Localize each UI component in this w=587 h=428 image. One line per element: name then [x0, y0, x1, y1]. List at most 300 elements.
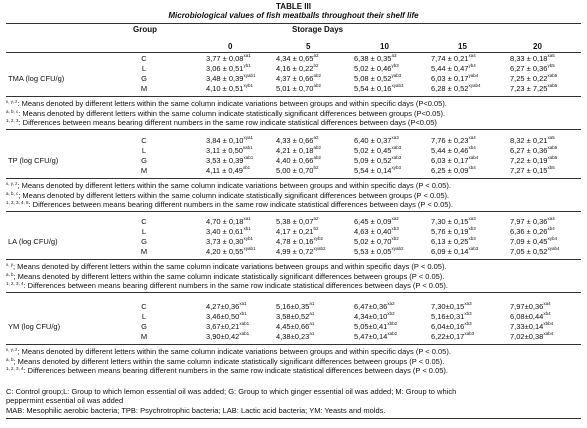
table-number: TABLE III: [276, 2, 311, 11]
mean-value: 5,16±0,31: [431, 312, 465, 321]
mean-value: 7,97 ± 0,36: [510, 217, 548, 226]
mean-value: 6,28 ± 0,52: [431, 84, 469, 93]
value-cell: [276, 74, 321, 83]
significance-superscript: xab5: [547, 145, 558, 150]
value-cell: [276, 237, 323, 246]
mean-value: 6,27 ± 0,36: [510, 146, 548, 155]
mean-value: 7,09 ± 0,45: [510, 237, 548, 246]
footnote: [6, 181, 451, 190]
significance-superscript: yb4: [468, 63, 476, 68]
value-cell: [510, 332, 553, 341]
significance-superscript: xb3: [464, 321, 472, 326]
significance-superscript: xb3: [468, 226, 476, 231]
mean-value: 6,03 ± 0,17: [431, 156, 469, 165]
footnote: [6, 281, 448, 290]
mean-value: 5,00 ± 0,70: [276, 166, 314, 175]
mean-value: 7,23 ± 7,25: [510, 84, 548, 93]
mean-value: 6,13 ± 0,25: [431, 237, 469, 246]
significance-superscript: xyab2: [391, 246, 404, 251]
mean-value: 5,76 ± 0,19: [431, 227, 469, 236]
footnote-marker: 1, 2, 3, 4: [6, 366, 24, 371]
significance-superscript: a1: [309, 321, 315, 326]
mean-value: 4,40 ± 0,66: [276, 156, 314, 165]
block-rule: [6, 178, 581, 179]
mean-value: 5,09 ± 0,52: [354, 156, 392, 165]
value-cell: [206, 84, 253, 93]
value-cell: [276, 322, 314, 331]
value-cell: [354, 64, 399, 73]
footnote: [6, 357, 444, 366]
mean-value: 3,73 ± 0,30: [206, 237, 244, 246]
value-cell: [206, 156, 253, 165]
mean-value: 3,46±0,50: [206, 312, 240, 321]
significance-superscript: xb2: [387, 311, 395, 316]
significance-superscript: xb3: [464, 311, 472, 316]
mean-value: 4,37 ± 0,66: [276, 74, 314, 83]
significance-superscript: yab3: [391, 73, 402, 78]
value-cell: [431, 332, 474, 341]
mean-value: 5,02 ± 0,45: [354, 146, 392, 155]
significance-superscript: xyb2: [313, 236, 323, 241]
mean-value: 4,10 ± 0,51: [206, 84, 244, 93]
group-label: M: [140, 332, 148, 341]
mean-value: 4,16 ± 0,22: [276, 64, 314, 73]
mean-value: 5,44 ± 0,47: [431, 64, 469, 73]
value-cell: [431, 64, 476, 73]
mean-value: 3,77 ± 0,08: [206, 54, 244, 63]
footnote-marker: x, y, z: [6, 99, 18, 104]
footnote: [6, 347, 451, 356]
group-label: G: [141, 156, 147, 165]
group-label: M: [140, 247, 148, 256]
mean-value: 3,53 ± 0,39: [206, 156, 244, 165]
group-label: C: [141, 302, 147, 311]
mean-value: 5,16±0,35: [276, 302, 310, 311]
value-cell: [510, 74, 557, 83]
significance-superscript: xyab1: [243, 73, 256, 78]
mean-value: 7,02±0,38: [510, 332, 544, 341]
footnote-marker: x, y, z: [6, 347, 18, 352]
significance-superscript: a1: [309, 331, 315, 336]
value-cell: [206, 136, 253, 145]
mean-value: 4,78 ± 0,16: [276, 237, 314, 246]
value-cell: [354, 332, 397, 341]
mean-value: 6,08±0,44: [510, 312, 544, 321]
group-label: G: [141, 237, 147, 246]
section-rule: [6, 292, 581, 293]
mean-value: 4,38±0,23: [276, 332, 310, 341]
value-cell: [206, 237, 253, 246]
day-header: 10: [380, 42, 389, 51]
value-cell: [510, 237, 557, 246]
significance-superscript: xab3: [391, 145, 402, 150]
significance-superscript: xb3: [391, 226, 399, 231]
mean-value: 4,11 ± 0,49: [206, 166, 243, 175]
value-cell: [431, 146, 476, 155]
day-header: 15: [458, 42, 467, 51]
significance-superscript: xb4: [468, 145, 476, 150]
significance-superscript: xb1: [243, 226, 251, 231]
group-label: L: [141, 312, 147, 321]
significance-superscript: xb5: [547, 165, 555, 170]
mean-value: 6,04±0,16: [431, 322, 465, 331]
value-cell: [276, 54, 319, 63]
footnote: [6, 262, 447, 271]
footnote: [6, 191, 449, 200]
value-cell: [206, 322, 249, 331]
significance-superscript: xa4: [543, 301, 551, 306]
mean-value: 4,17 ± 0,21: [276, 227, 314, 236]
value-cell: [354, 84, 404, 93]
footnote-text: ; Means denoted by different letters within the same column indicate statistically significant differences between groups (P < 0.05).: [13, 356, 445, 366]
footnote-marker: x, y, z: [6, 181, 18, 186]
mean-value: 4,63 ± 0,40: [354, 227, 392, 236]
group-label: M: [140, 166, 148, 175]
day-header: 20: [533, 42, 542, 51]
section-rule: [6, 211, 581, 212]
mean-value: 4,34±0,10: [354, 312, 388, 321]
mean-value: 6,09 ± 0,14: [431, 247, 469, 256]
footer-note: C: Control group;L: Group to which lemon essential oil was added; G: Group to which ginger essential oil was added; M: Group to which: [6, 387, 457, 396]
value-cell: [431, 156, 478, 165]
footnote: [6, 272, 444, 281]
value-cell: [354, 136, 399, 145]
value-cell: [354, 146, 401, 155]
significance-superscript: xa3: [468, 216, 476, 221]
value-cell: [354, 54, 397, 63]
value-cell: [354, 166, 401, 175]
value-cell: [510, 146, 557, 155]
significance-superscript: a2: [313, 135, 319, 140]
significance-superscript: xab3: [464, 331, 475, 336]
value-cell: [276, 166, 319, 175]
significance-superscript: xab2: [387, 331, 398, 336]
significance-superscript: xa4: [547, 216, 555, 221]
footnote-marker: a, b, c: [6, 108, 19, 114]
value-cell: [206, 74, 256, 83]
value-cell: [354, 237, 399, 246]
mean-value: 7,25 ± 0,22: [510, 74, 548, 83]
mean-value: 7,27 ± 0,15: [510, 166, 548, 175]
mean-value: 8,32 ± 0,21: [510, 136, 548, 145]
mean-value: 7,22 ± 0,19: [510, 156, 548, 165]
value-cell: [431, 54, 476, 63]
significance-superscript: xab1: [239, 331, 250, 336]
value-cell: [510, 156, 557, 165]
significance-superscript: xab5: [547, 83, 558, 88]
mean-value: 4,45±0,66: [276, 322, 310, 331]
mean-value: 6,38 ± 0,35: [354, 54, 392, 63]
value-cell: [354, 217, 399, 226]
significance-superscript: xb4: [547, 226, 555, 231]
group-label: C: [141, 54, 147, 63]
value-cell: [354, 156, 401, 165]
significance-superscript: xa1: [243, 216, 251, 221]
mean-value: 5,02 ± 0,70: [354, 237, 392, 246]
footnote-marker: 1, 2, 3, 4: [6, 281, 24, 286]
value-cell: [276, 156, 321, 165]
top-rule: [6, 23, 581, 24]
value-cell: [510, 64, 555, 73]
footnote-text: ; Means denoted by different letters within the same column indicate variations between groups and within specific days (P < 0.05).: [13, 262, 447, 271]
footnote: [6, 118, 437, 127]
header-rule: [6, 52, 581, 53]
mean-value: 5,54 ± 0,14: [354, 166, 392, 175]
value-cell: [510, 247, 560, 256]
value-cell: [431, 247, 478, 256]
group-header: Group: [133, 25, 157, 34]
significance-superscript: b2: [313, 226, 319, 231]
value-cell: [431, 74, 478, 83]
significance-superscript: xb3: [468, 236, 476, 241]
value-cell: [206, 227, 251, 236]
value-cell: [354, 302, 395, 311]
significance-superscript: a2: [313, 216, 319, 221]
value-cell: [431, 312, 472, 321]
significance-superscript: yab4: [468, 73, 479, 78]
value-cell: [276, 146, 321, 155]
mean-value: 6,45 ± 0,09: [354, 217, 392, 226]
mean-value: 5,47±0,14: [354, 332, 388, 341]
mean-value: 7,74 ± 0,21: [431, 54, 469, 63]
block-rule: [6, 344, 581, 345]
mean-value: 6,40 ± 0,37: [354, 136, 392, 145]
significance-superscript: xa5: [547, 135, 555, 140]
significance-superscript: xyb1: [243, 236, 253, 241]
value-cell: [206, 302, 247, 311]
significance-superscript: xb2: [391, 236, 399, 241]
significance-superscript: xab3: [391, 155, 402, 160]
footnote-marker: a, b: [6, 271, 14, 277]
mean-value: 6,03 ± 0,17: [431, 74, 469, 83]
value-cell: [510, 166, 555, 175]
day-header: 0: [228, 42, 233, 51]
value-cell: [276, 247, 326, 256]
group-label: C: [141, 217, 147, 226]
value-cell: [431, 227, 476, 236]
significance-superscript: xbb4: [543, 321, 554, 326]
mean-value: 3,58±0,52: [276, 312, 310, 321]
value-cell: [206, 247, 256, 256]
footnote-marker: a, b, c: [6, 190, 19, 196]
significance-superscript: xb1: [239, 311, 247, 316]
value-cell: [276, 217, 319, 226]
significance-superscript: b2: [313, 165, 319, 170]
footnote: [6, 99, 447, 108]
mean-value: 5,53 ± 0,05: [354, 247, 392, 256]
significance-superscript: a3: [391, 53, 397, 58]
mean-value: 4,33 ± 0,66: [276, 136, 314, 145]
significance-superscript: xab4: [468, 155, 479, 160]
mean-value: 3,40 ± 0,61: [206, 227, 244, 236]
significance-superscript: xab5: [547, 155, 558, 160]
parameter-label: TMA (log CFU/g): [8, 74, 65, 83]
table-caption: Microbiological values of fish meatballs throughout their shelf life: [168, 11, 419, 20]
storage-days-header: Storage Days: [292, 25, 344, 34]
value-cell: [206, 54, 251, 63]
value-cell: [354, 312, 395, 321]
significance-superscript: b2: [313, 63, 319, 68]
footnote-marker: a, b: [6, 356, 14, 362]
value-cell: [276, 312, 314, 321]
value-cell: [354, 322, 397, 331]
bottom-rule: [6, 418, 581, 419]
footnote: [6, 200, 453, 209]
significance-superscript: xa2: [387, 301, 395, 306]
mean-value: 5,44 ± 0,46: [431, 146, 469, 155]
mean-value: 4,27±0,36: [206, 302, 240, 311]
section-rule: [6, 129, 581, 130]
significance-superscript: yb3: [391, 63, 399, 68]
footnote-text: : Differences between means bearing different numbers in the same row indicate statistical differences between days (P<0.05): [18, 118, 437, 127]
significance-superscript: xyb4: [547, 236, 557, 241]
significance-superscript: xab1: [239, 321, 250, 326]
value-cell: [354, 74, 401, 83]
footer-note: MAB: Mesophilic aerobic bacteria; TPB: Psychrotrophic bacteria; LAB: Lactic acid bacteria; YM: Yeasts and molds.: [6, 406, 386, 415]
significance-superscript: xyab4: [547, 246, 560, 251]
group-label: C: [141, 136, 147, 145]
footnote-marker: x, y: [6, 262, 14, 267]
value-cell: [510, 312, 551, 321]
mean-value: 5,08 ± 0,52: [354, 74, 392, 83]
mean-value: 6,22±0,17: [431, 332, 465, 341]
footnote: [6, 366, 448, 375]
parameter-label: YM (log CFU/g): [8, 322, 61, 331]
group-label: L: [141, 146, 147, 155]
significance-superscript: xya1: [243, 135, 253, 140]
value-cell: [276, 302, 314, 311]
value-cell: [206, 312, 247, 321]
mean-value: 5,38 ± 0,07: [276, 217, 314, 226]
mean-value: 3,48 ± 0,39: [206, 74, 244, 83]
mean-value: 5,01 ± 0,70: [276, 84, 314, 93]
significance-superscript: xab1: [242, 145, 253, 150]
significance-superscript: xab3: [468, 246, 479, 251]
value-cell: [431, 322, 472, 331]
significance-superscript: a1: [309, 311, 315, 316]
mean-value: 4,34 ± 0,65: [276, 54, 314, 63]
value-cell: [510, 54, 555, 63]
significance-superscript: xa5: [547, 53, 555, 58]
footnote-text: ; Means denoted by different letters within the same column indicate statistically significant differences between groups (P < 0.05).: [18, 190, 450, 200]
value-cell: [510, 217, 555, 226]
mean-value: 3,67±0,21: [206, 322, 240, 331]
block-rule: [6, 259, 581, 260]
group-label: L: [141, 227, 147, 236]
significance-superscript: xa4: [468, 135, 476, 140]
significance-superscript: xa3: [391, 135, 399, 140]
significance-superscript: xyab4: [468, 83, 481, 88]
group-label: M: [140, 84, 148, 93]
value-cell: [510, 84, 557, 93]
mean-value: 4,99 ± 0,72: [276, 247, 314, 256]
value-cell: [510, 322, 553, 331]
mean-value: 4,21 ± 0,18: [276, 146, 314, 155]
significance-superscript: xb1: [242, 165, 251, 170]
group-label: G: [141, 322, 147, 331]
significance-superscript: xbb2: [387, 321, 398, 326]
mean-value: 3,90±0,42: [206, 332, 240, 341]
mean-value: 5,02 ± 0,46: [354, 64, 392, 73]
mean-value: 7,05 ± 0,52: [510, 247, 548, 256]
footnote-text: ; Means denoted by different letters within the same column indicate variations between groups and within specific days (P < 0.05).: [17, 347, 451, 356]
significance-superscript: xab1: [243, 155, 254, 160]
footnote-text: : Differences between means bearing different numbers in the same row indicate statistical differences between days (P < 0.05).: [23, 366, 448, 375]
parameter-label: TP (log CFU/g): [8, 156, 59, 165]
value-cell: [431, 217, 476, 226]
footnote-marker: 1, 2, 3: [6, 118, 19, 123]
mean-value: 7,97±0,36: [510, 302, 544, 311]
significance-superscript: ab2: [313, 73, 321, 78]
significance-superscript: ab2: [313, 155, 321, 160]
value-cell: [206, 64, 251, 73]
significance-superscript: xa1: [239, 301, 247, 306]
mean-value: 4,20 ± 0,55: [206, 247, 244, 256]
footnote-text: : Differences between means bearing different numbers in the same row indicate statistical differences between days (P < 0.05).: [28, 200, 453, 209]
value-cell: [276, 84, 321, 93]
significance-superscript: a1: [309, 301, 315, 306]
mean-value: 3,06 ± 0,51: [206, 64, 244, 73]
mean-value: 6,47±0,36: [354, 302, 388, 311]
value-cell: [510, 227, 555, 236]
mean-value: 3,11 ± 0,50: [206, 146, 243, 155]
mean-value: 7,30±0,15: [431, 302, 465, 311]
value-cell: [431, 237, 476, 246]
value-cell: [206, 217, 251, 226]
mean-value: 7,30 ± 0,15: [431, 217, 469, 226]
value-cell: [431, 136, 476, 145]
mean-value: 5,05±0,41: [354, 322, 388, 331]
significance-superscript: xyab1: [243, 246, 256, 251]
significance-superscript: xyb3: [391, 165, 401, 170]
mean-value: 4,70 ± 0,18: [206, 217, 244, 226]
footnote: [6, 109, 445, 118]
significance-superscript: xb4: [468, 165, 476, 170]
significance-superscript: ab2: [313, 83, 321, 88]
mean-value: 6,36 ± 0,26: [510, 227, 548, 236]
day-header: 5: [306, 42, 311, 51]
significance-superscript: yb1: [243, 63, 251, 68]
significance-superscript: xa2: [391, 216, 399, 221]
significance-superscript: xyab3: [391, 83, 404, 88]
significance-superscript: xa4: [468, 53, 476, 58]
value-cell: [276, 227, 319, 236]
parameter-label: LA (log CFU/g): [8, 237, 58, 246]
value-cell: [431, 302, 472, 311]
value-cell: [431, 84, 481, 93]
significance-superscript: xyab2: [313, 246, 326, 251]
significance-superscript: a2: [313, 53, 319, 58]
mean-value: 7,76 ± 0,23: [431, 136, 469, 145]
value-cell: [276, 136, 319, 145]
significance-superscript: yb5: [547, 63, 555, 68]
value-cell: [510, 302, 551, 311]
mean-value: 6,27 ± 0,36: [510, 64, 548, 73]
footnote-marker: 1, 2, 3, 4, 5: [6, 200, 29, 205]
footnote-text: : Means denoted by different letters within the same column indicate statistically significant differences between groups (P<0.05).: [18, 108, 446, 118]
significance-superscript: xa1: [243, 53, 251, 58]
value-cell: [206, 332, 249, 341]
mean-value: 6,25 ± 0,09: [431, 166, 469, 175]
footnote-text: ; Means denoted by different letters within the same column indicate variations between groups and within specific days (P < 0.05).: [17, 181, 451, 190]
mean-value: 5,54 ± 0,16: [354, 84, 392, 93]
significance-superscript: xa3: [464, 301, 472, 306]
significance-superscript: xab5: [547, 73, 558, 78]
footer-note: peppermint essential oil was added: [6, 396, 124, 405]
value-cell: [510, 136, 555, 145]
significance-superscript: ab2: [313, 145, 321, 150]
significance-superscript: xab4: [543, 331, 554, 336]
